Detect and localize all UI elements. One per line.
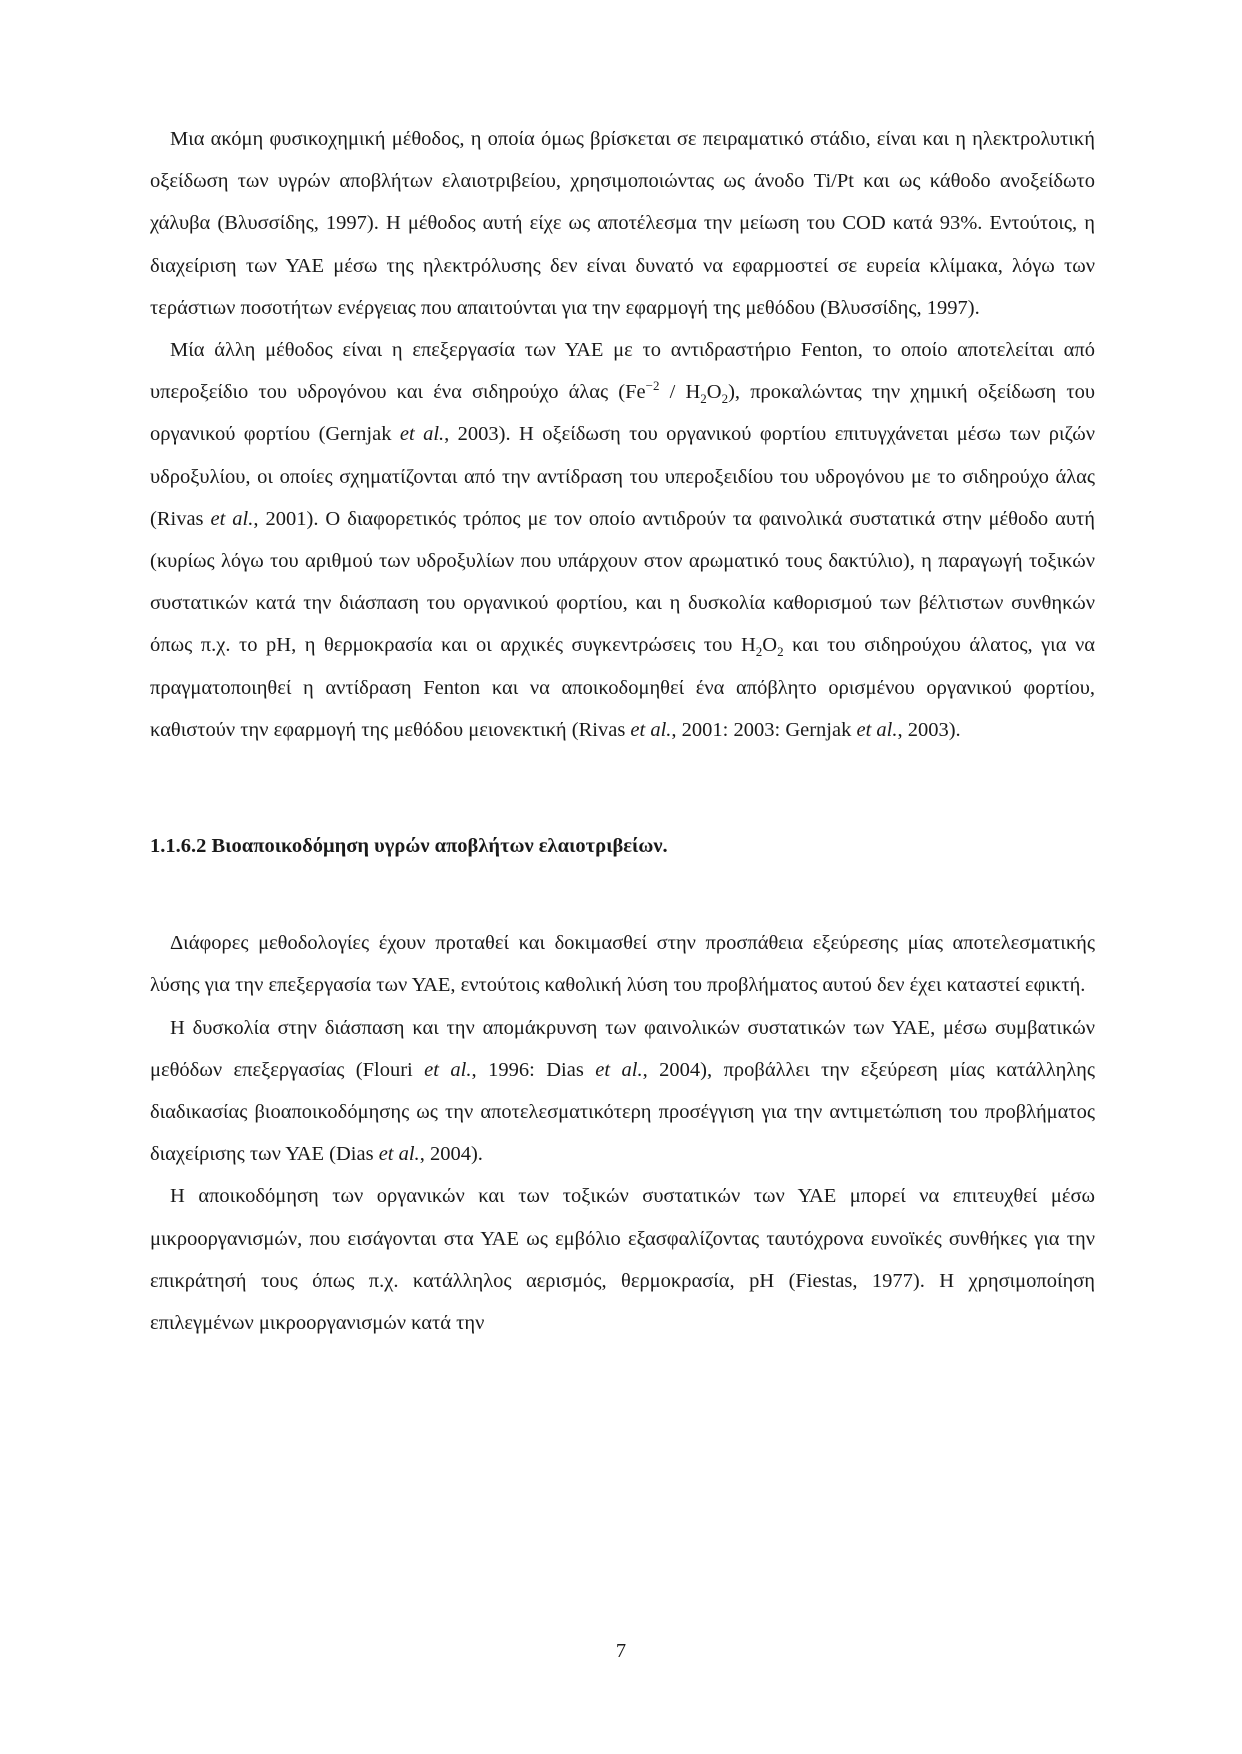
italic-run: et al. [856,718,898,741]
text-run: ), προκαλώντας την χημική οξείδωση του οργανικού φορτίου (Gernjak [150,381,1096,446]
text-run: / H [659,381,701,404]
paragraph [150,922,1095,1006]
subscript: 2 [721,391,729,407]
text-run: Διάφορες μεθοδολογίες έχουν προταθεί και δοκιμασθεί στην προσπάθεια εξεύρεσης μίας αποτελεσματικής λύσης για την επεξεργασία των ΥΑΕ, εντούτοις καθολική λύση του προβλήματος αυτού δεν έχει καταστεί εφικτή. [150,932,1095,997]
paragraph-group-2 [150,922,1095,1344]
subscript: 2 [700,391,707,407]
text-run: , 2001). Ο διαφορετικός τρόπος με τον οποίο αντιδρούν τα φαινολικά συστατικά στην μέθοδο αυτή (κυρίως λόγω του αριθμού των υδροξυλίων που υπάρχουν στον αρωματικό τους δακτύλιο), η παραγωγή τοξικών συστατικών κατά την διάσπαση του οργανικού φορτίου, και η δυσκολία καθορισμού των βέλτιστων συνθηκών όπως π.χ. το pH, η θερμοκρασία και οι αρχικές συγκεντρώσεις του H [150,507,1095,657]
text-run: O [762,634,778,657]
section-heading: 1.1.6.2 Βιοαποικοδόμηση υγρών αποβλήτων ελαιοτριβείων. [150,835,668,858]
italic-run: et al. [595,1058,643,1081]
text-run: , 2004). [419,1143,483,1166]
text-run: , 2003). [897,718,961,741]
text-run: Η δυσκολία στην διάσπαση και την απομάκρυνση των φαινολικών συστατικών των ΥΑΕ, μέσω συμβατικών μεθόδων επεξεργασίας (Flouri [150,1016,1095,1081]
italic-run: et al. [378,1143,420,1166]
paragraph-group-1 [150,118,1095,751]
text-run: , 2003). Η οξείδωση του οργανικού φορτίου επιτυγχάνεται μέσω των ριζών υδροξυλίου, οι οποίες σχηματίζονται από την αντίδραση του υπεροξειδίου του υδρογόνου με το σιδηρούχο άλας (Rivas [150,423,1096,530]
superscript: −2 [645,378,660,394]
body-text [150,118,1095,1344]
italic-run: et al. [424,1058,472,1081]
text-run: , 2004), προβάλλει την εξεύρεση μίας κατάλληλης διαδικασίας βιοαποικοδόμησης ως την αποτελεσματικότερη προσέγγιση για την αντιμετώπιση του προβλήματος διαχείρισης των ΥΑΕ (Dias [150,1058,1095,1166]
italic-run: et al. [210,507,254,530]
subscript: 2 [777,644,784,660]
italic-run: et al. [399,423,445,446]
text-run: Μια ακόμη φυσικοχημική μέθοδος, η οποία όμως βρίσκεται σε πειραματικό στάδιο, είναι και η ηλεκτρολυτική οξείδωση των υγρών αποβλήτων ελαιοτριβείου, χρησιμοποιώντας ως άνοδο Ti/Pt και ως κάθοδο ανοξείδωτο χάλυβα (Βλυσσίδης, 1997). Η μέθοδος αυτή είχε ως αποτέλεσμα την μείωση του COD κατά 93%. Εντούτοις, η διαχείριση των ΥΑΕ μέσω της ηλεκτρόλυσης δεν είναι δυνατό να εφαρμοστεί σε ευρεία κλίμακα, λόγω των τεράστιων ποσοτήτων ενέργειας που απαιτούνται για την εφαρμογή της μεθόδου (Βλυσσίδης, 1997). [150,128,1095,319]
text-run: O [706,381,722,404]
text-run: , 1996: Dias [471,1058,596,1081]
text-run: και του σιδηρούχου άλατος, για να πραγματοποιηθεί η αντίδραση Fenton και να αποικοδομηθεί ένα απόβλητο ορισμένου οργανικού φορτίου, καθιστούν την εφαρμογή της μεθόδου μειονεκτική (Rivas [150,634,1095,741]
italic-run: et al. [630,718,672,741]
paragraph [150,329,1095,751]
text-run: Μία άλλη μέθοδος είναι η επεξεργασία των ΥΑΕ με το αντιδραστήριο Fenton, το οποίο αποτελείται από υπεροξείδιο του υδρογόνου και ένα σιδηρούχο άλας (Fe [150,339,1095,404]
paragraph [150,1007,1095,1176]
page-number: 7 [615,1640,627,1662]
text-run: Η αποικοδόμηση των οργανικών και των τοξικών συστατικών των ΥΑΕ μπορεί να επιτευχθεί μέσω μικροοργανισμών, που εισάγονται στα ΥΑΕ ως εμβόλιο εξασφαλίζοντας ταυτόχρονα ευνοϊκές συνθήκες για την επικράτησή τους όπως π.χ. κατάλληλος αερισμός, θερμοκρασία, pH (Fiestas, 1977). Η χρησιμοποίηση επιλεγμένων μικροοργανισμών κατά την [150,1185,1095,1335]
paragraph [150,1175,1095,1344]
subscript: 2 [755,644,763,660]
text-run: , 2001: 2003: Gernjak [671,718,857,741]
paragraph [150,118,1095,329]
